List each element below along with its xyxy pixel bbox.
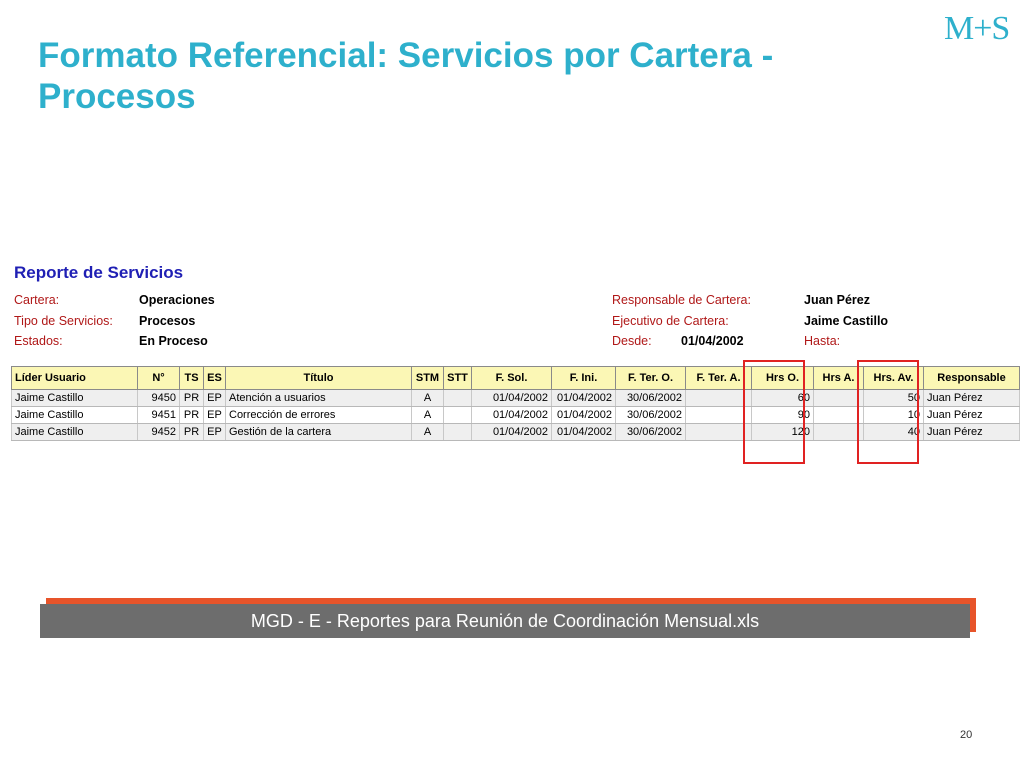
col-header-f-ini: F. Ini. [552, 367, 616, 390]
desde-value: 01/04/2002 [681, 334, 744, 348]
cell-f-sol: 01/04/2002 [472, 390, 552, 407]
cartera-value: Operaciones [139, 293, 215, 307]
col-header-stt: STT [444, 367, 472, 390]
cell-f-sol: 01/04/2002 [472, 424, 552, 441]
cell-responsable: Juan Pérez [924, 390, 1020, 407]
cartera-label: Cartera: [14, 293, 60, 307]
file-name-text: MGD - E - Reportes para Reunión de Coordinación Mensual.xls [250, 610, 760, 631]
col-header-hrs-o: Hrs O. [752, 367, 814, 390]
cell-hrs-a [814, 424, 864, 441]
col-header-num: N° [138, 367, 180, 390]
col-header-hrs-av: Hrs. Av. [864, 367, 924, 390]
cell-ts: PR [180, 390, 204, 407]
cell-stt [444, 390, 472, 407]
cell-num: 9451 [138, 407, 180, 424]
cell-es: EP [204, 407, 226, 424]
cell-f-ini: 01/04/2002 [552, 390, 616, 407]
cell-stm: A [412, 407, 444, 424]
cell-hrs-av: 10 [864, 407, 924, 424]
estados-value: En Proceso [139, 334, 208, 348]
cell-titulo: Atención a usuarios [226, 390, 412, 407]
cell-f-ter-a [686, 390, 752, 407]
ejecutivo-cartera-label: Ejecutivo de Cartera: [612, 314, 729, 328]
cell-f-ini: 01/04/2002 [552, 407, 616, 424]
highlight-box-hrs-av [857, 360, 919, 464]
cell-es: EP [204, 424, 226, 441]
cell-hrs-o: 90 [752, 407, 814, 424]
cell-responsable: Juan Pérez [924, 407, 1020, 424]
cell-f-ter-o: 30/06/2002 [616, 424, 686, 441]
cell-stt [444, 407, 472, 424]
col-header-hrs-a: Hrs A. [814, 367, 864, 390]
cell-responsable: Juan Pérez [924, 424, 1020, 441]
col-header-ts: TS [180, 367, 204, 390]
estados-label: Estados: [14, 334, 63, 348]
cell-lider: Jaime Castillo [12, 424, 138, 441]
cell-f-sol: 01/04/2002 [472, 407, 552, 424]
cell-hrs-av: 40 [864, 424, 924, 441]
cell-hrs-o: 60 [752, 390, 814, 407]
col-header-responsable: Responsable [924, 367, 1020, 390]
cell-lider: Jaime Castillo [12, 407, 138, 424]
col-header-es: ES [204, 367, 226, 390]
col-header-titulo: Título [226, 367, 412, 390]
col-header-lider: Líder Usuario [12, 367, 138, 390]
cell-lider: Jaime Castillo [12, 390, 138, 407]
cell-num: 9452 [138, 424, 180, 441]
highlight-box-hrs-o [743, 360, 805, 464]
cell-f-ter-o: 30/06/2002 [616, 390, 686, 407]
cell-hrs-av: 50 [864, 390, 924, 407]
cell-stm: A [412, 424, 444, 441]
cell-hrs-a [814, 407, 864, 424]
col-header-f-ter-a: F. Ter. A. [686, 367, 752, 390]
cell-titulo: Corrección de errores [226, 407, 412, 424]
slide-title: Formato Referencial: Servicios por Cartera - Procesos [38, 36, 774, 116]
cell-f-ini: 01/04/2002 [552, 424, 616, 441]
cell-f-ter-o: 30/06/2002 [616, 407, 686, 424]
company-logo: M+S [944, 10, 1010, 47]
tipo-servicios-label: Tipo de Servicios: [14, 314, 113, 328]
ejecutivo-cartera-value: Jaime Castillo [804, 314, 889, 328]
tipo-servicios-value: Procesos [139, 314, 196, 328]
file-name-bar [40, 604, 970, 638]
cell-num: 9450 [138, 390, 180, 407]
report-title: Reporte de Servicios [14, 263, 184, 282]
hasta-label: Hasta: [804, 334, 841, 348]
desde-label: Desde: [612, 334, 652, 348]
responsable-cartera-value: Juan Pérez [804, 293, 871, 307]
cell-ts: PR [180, 407, 204, 424]
responsable-cartera-label: Responsable de Cartera: [612, 293, 751, 307]
page-number: 20 [960, 729, 973, 741]
cell-es: EP [204, 390, 226, 407]
cell-ts: PR [180, 424, 204, 441]
col-header-f-sol: F. Sol. [472, 367, 552, 390]
col-header-stm: STM [412, 367, 444, 390]
cell-stm: A [412, 390, 444, 407]
col-header-f-ter-o: F. Ter. O. [616, 367, 686, 390]
cell-f-ter-a [686, 407, 752, 424]
cell-hrs-o: 120 [752, 424, 814, 441]
cell-stt [444, 424, 472, 441]
cell-titulo: Gestión de la cartera [226, 424, 412, 441]
cell-f-ter-a [686, 424, 752, 441]
cell-hrs-a [814, 390, 864, 407]
